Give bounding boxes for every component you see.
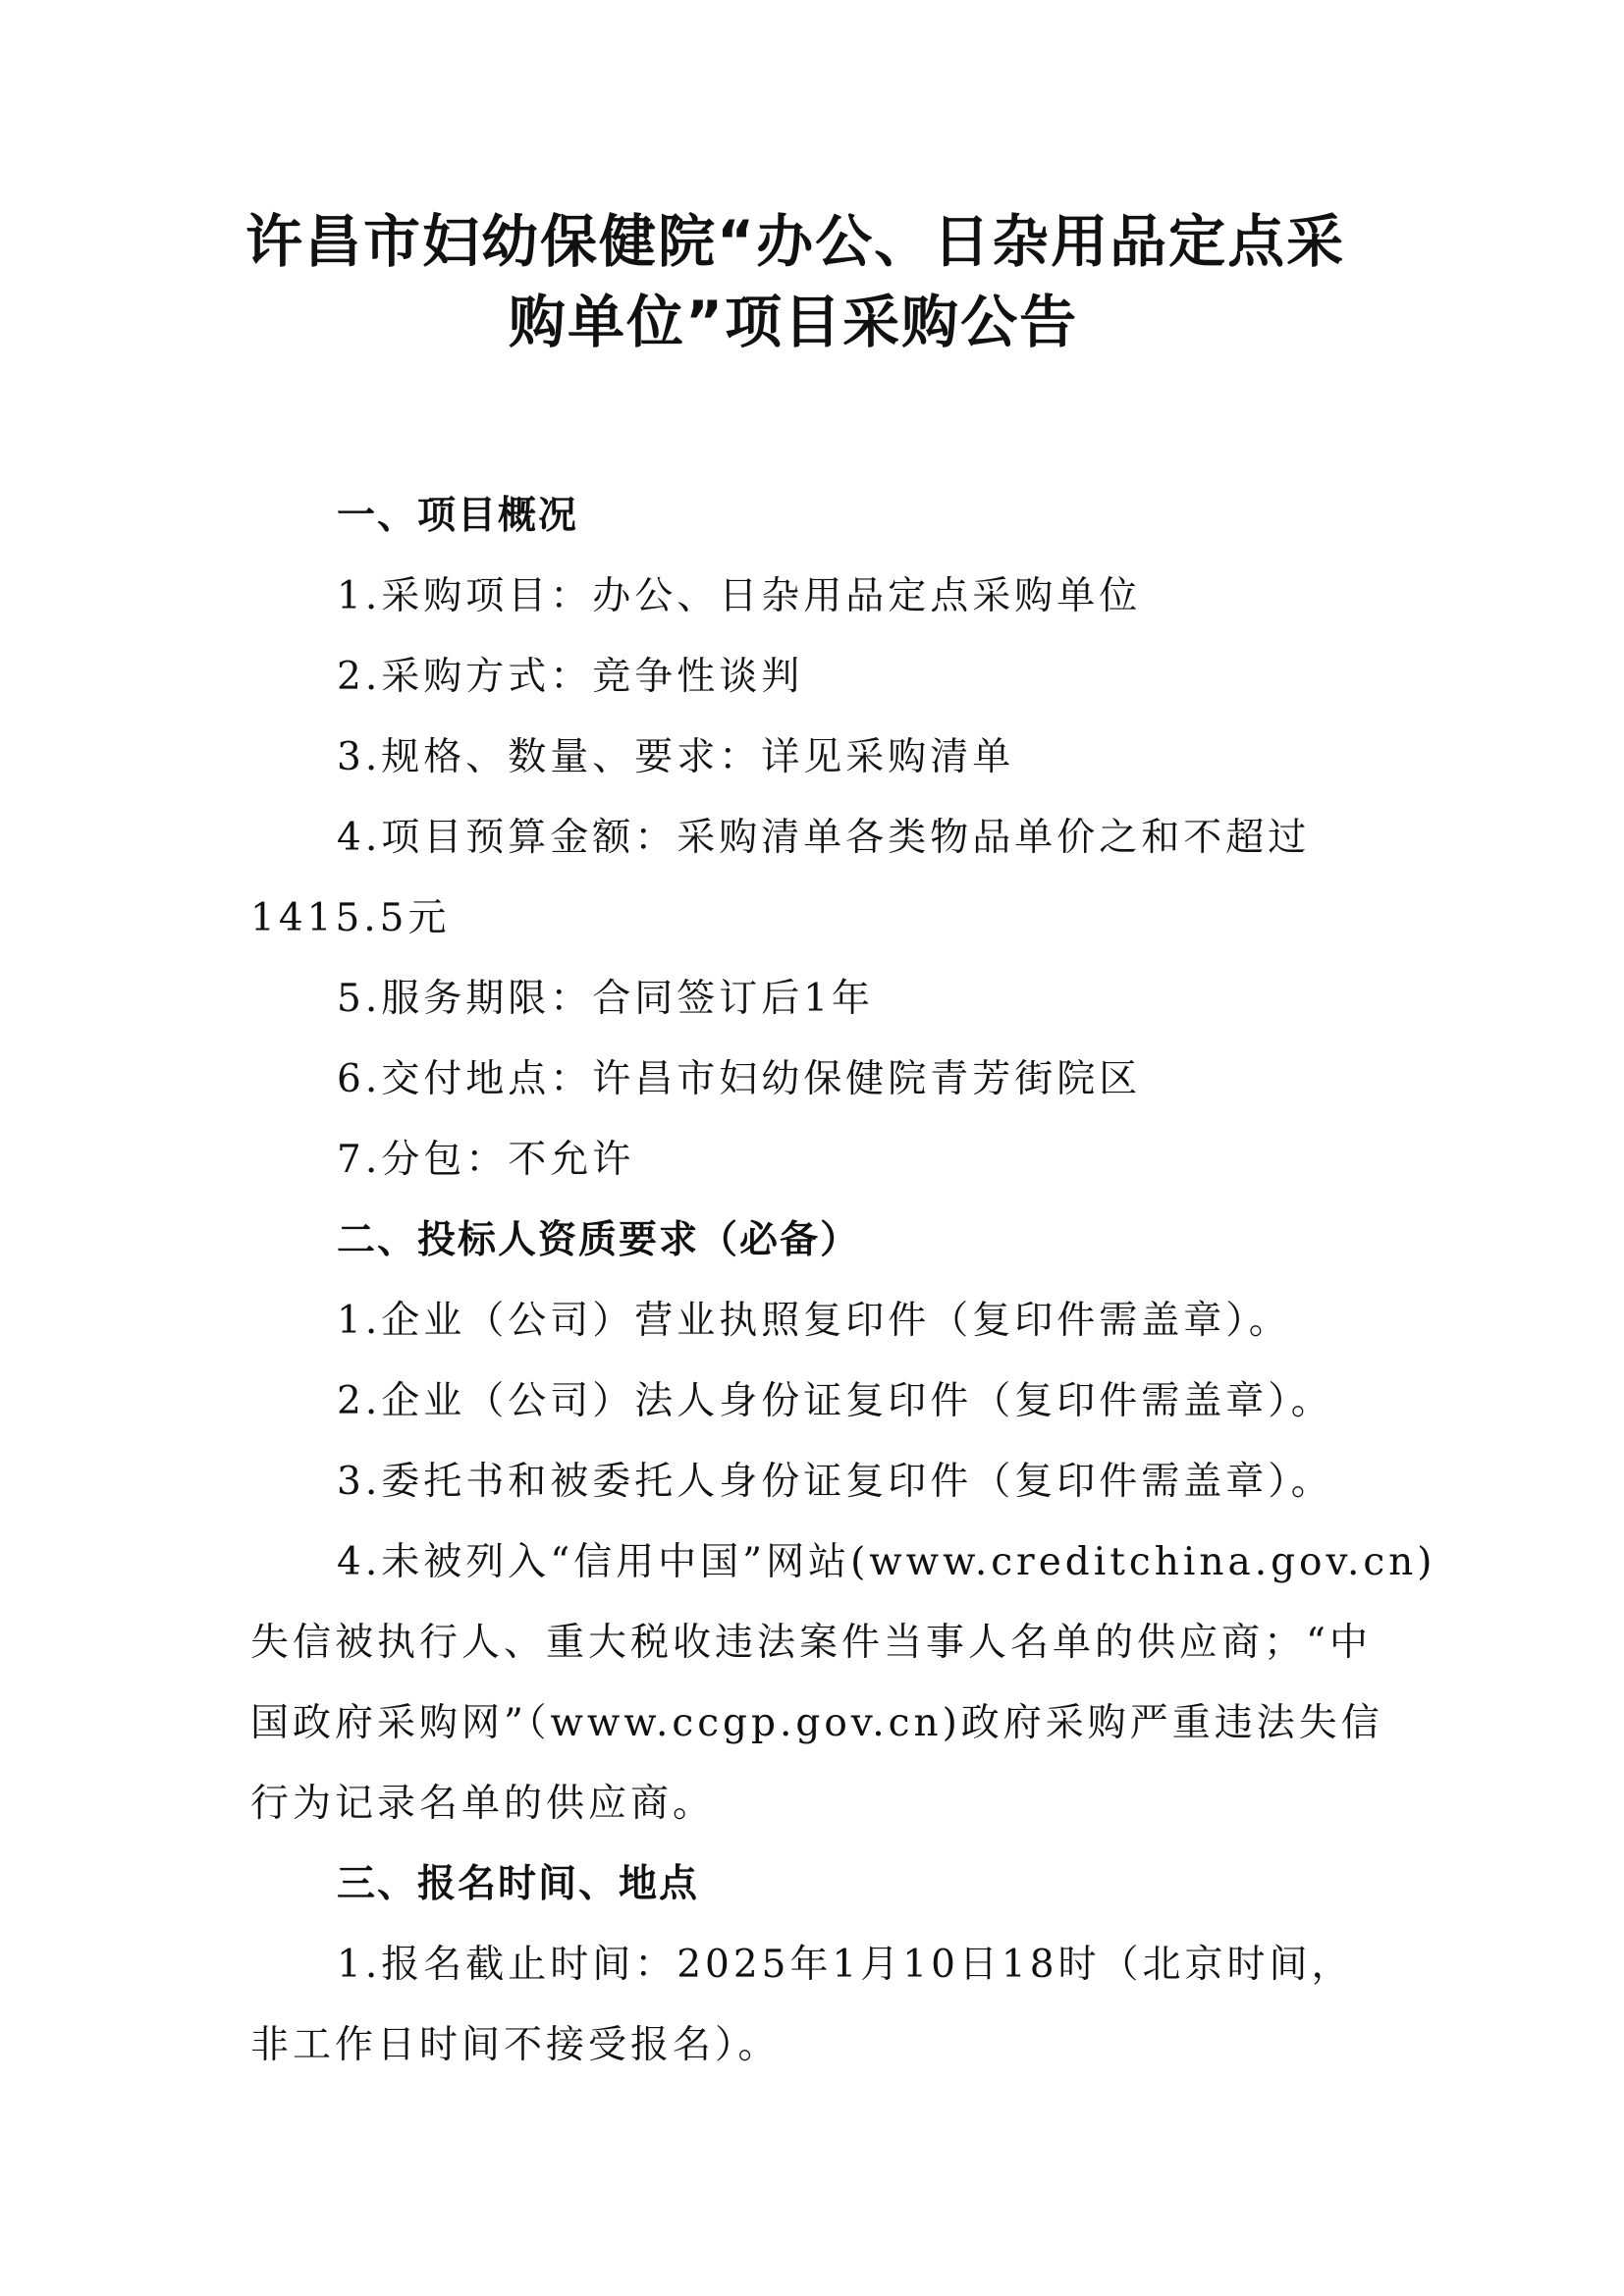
section-1-heading: 一、项目概况 <box>337 494 579 538</box>
section-3-heading: 三、报名时间、地点 <box>337 1862 700 1906</box>
section-2-item-4-line-1: 4.未被列入“信用中国”网站(www.creditchina.gov.cn) <box>337 1540 1436 1584</box>
section-1-item-4-line-2: 1415.5元 <box>250 896 451 940</box>
section-1-item-2: 2.采购方式：竞争性谈判 <box>337 655 804 699</box>
section-1-item-6: 6.交付地点：许昌市妇幼保健院青芳街院区 <box>337 1057 1142 1101</box>
section-3-item-1-line-2: 非工作日时间不接受报名）。 <box>250 2023 781 2067</box>
section-3-item-1-line-1: 1.报名截止时间：2025年1月10日18时（北京时间， <box>337 1943 1354 1987</box>
section-1-item-1: 1.采购项目：办公、日杂用品定点采购单位 <box>337 574 1142 618</box>
section-2-item-4-line-3: 国政府采购网”（www.ccgp.gov.cn)政府采购严重违法失信 <box>250 1701 1383 1745</box>
section-1-item-5: 5.服务期限：合同签订后1年 <box>337 977 875 1021</box>
section-2-item-1: 1.企业（公司）营业执照复印件（复印件需盖章）。 <box>337 1299 1291 1343</box>
section-2-heading: 二、投标人资质要求（必备） <box>337 1218 861 1262</box>
section-2-item-3: 3.委托书和被委托人身份证复印件（复印件需盖章）。 <box>337 1460 1333 1504</box>
section-1-item-4-line-1: 4.项目预算金额：采购清单各类物品单价之和不超过 <box>337 816 1311 860</box>
section-2-item-2: 2.企业（公司）法人身份证复印件（复印件需盖章）。 <box>337 1379 1333 1423</box>
section-1-item-3: 3.规格、数量、要求：详见采购清单 <box>337 735 1015 779</box>
section-2-item-4-line-2: 失信被执行人、重大税收违法案件当事人名单的供应商；“中 <box>250 1621 1372 1665</box>
section-2-item-4-line-4: 行为记录名单的供应商。 <box>250 1782 716 1826</box>
document-title-line-2: 购单位”项目采购公告 <box>509 289 1079 355</box>
section-1-item-7: 7.分包：不允许 <box>337 1138 635 1182</box>
document-title-line-1: 许昌市妇幼保健院“办公、日杂用品定点采 <box>245 208 1346 275</box>
